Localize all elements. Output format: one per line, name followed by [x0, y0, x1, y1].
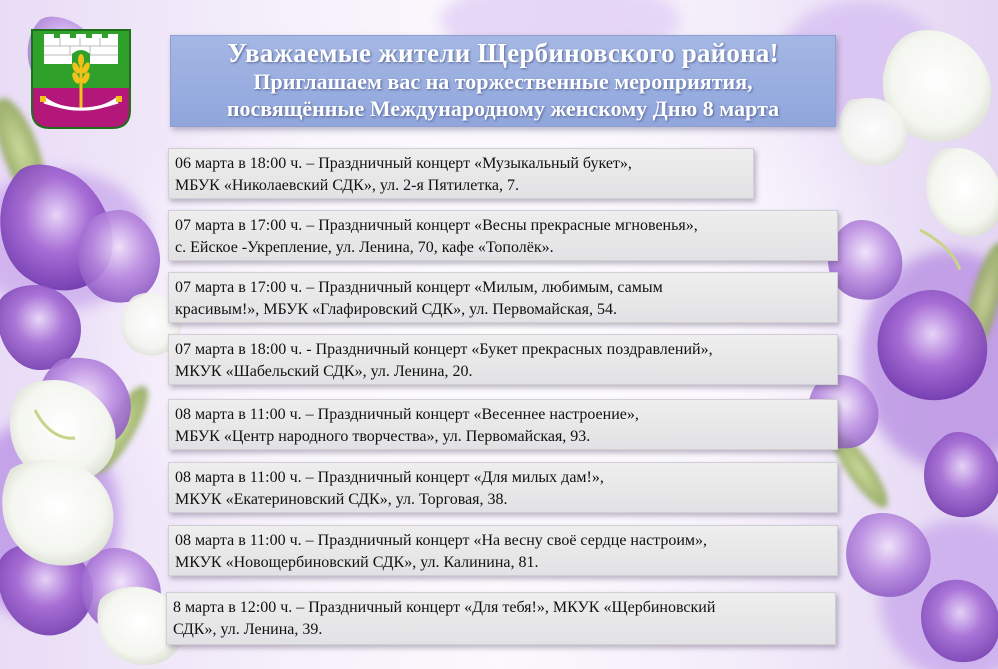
- event-card: [168, 399, 838, 450]
- event-line-2: с. Ейское -Укрепление, ул. Ленина, 70, кафе «Тополёк».: [175, 239, 554, 256]
- subtitle-line-1: Приглашаем вас на торжественные мероприятия,: [253, 69, 753, 94]
- event-card: [168, 334, 838, 385]
- header-banner: [170, 35, 836, 127]
- event-line-2: МКУК «Шабельский СДК», ул. Ленина, 20.: [175, 363, 473, 380]
- event-line-1: 07 марта в 18:00 ч. - Праздничный концерт «Букет прекрасных поздравлений»,: [175, 341, 713, 358]
- event-line-2: МБУК «Центр народного творчества», ул. Первомайская, 93.: [175, 428, 591, 445]
- event-line-2: СДК», ул. Ленина, 39.: [173, 621, 323, 638]
- event-line-2: красивым!», МБУК «Глафировский СДК», ул. Первомайская, 54.: [175, 301, 617, 318]
- event-line-1: 06 марта в 18:00 ч. – Праздничный концерт «Музыкальный букет»,: [175, 155, 632, 172]
- district-coat-of-arms-icon: [30, 28, 132, 130]
- event-card: [166, 592, 836, 645]
- event-line-2: МБУК «Николаевский СДК», ул. 2-я Пятилетка, 7.: [175, 177, 519, 194]
- event-line-1: 08 марта в 11:00 ч. – Праздничный концерт «Для милых дам!»,: [175, 469, 604, 486]
- subtitle-line-2: посвящённые Международному женскому Дню 8 марта: [226, 96, 780, 121]
- event-line-1: 07 марта в 17:00 ч. – Праздничный концерт «Весны прекрасные мгновенья»,: [175, 217, 698, 234]
- event-line-1: 8 марта в 12:00 ч. – Праздничный концерт «Для тебя!», МКУК «Щербиновский: [173, 599, 716, 616]
- event-card: [168, 210, 838, 261]
- event-card: [168, 148, 754, 199]
- event-line-1: 07 марта в 17:00 ч. – Праздничный концерт «Милым, любимым, самым: [175, 279, 663, 296]
- event-line-2: МКУК «Новощербиновский СДК», ул. Калинина, 81.: [175, 554, 539, 571]
- event-card: [168, 462, 838, 513]
- event-card: [168, 272, 838, 323]
- event-card: [168, 525, 838, 576]
- event-line-2: МКУК «Екатериновский СДК», ул. Торговая, 38.: [175, 491, 508, 508]
- event-line-1: 08 марта в 11:00 ч. – Праздничный концерт «На весну своё сердце настроим»,: [175, 532, 708, 549]
- page-title: Уважаемые жители Щербиновского района!: [227, 38, 779, 68]
- event-line-1: 08 марта в 11:00 ч. – Праздничный концерт «Весеннее настроение»,: [175, 406, 639, 423]
